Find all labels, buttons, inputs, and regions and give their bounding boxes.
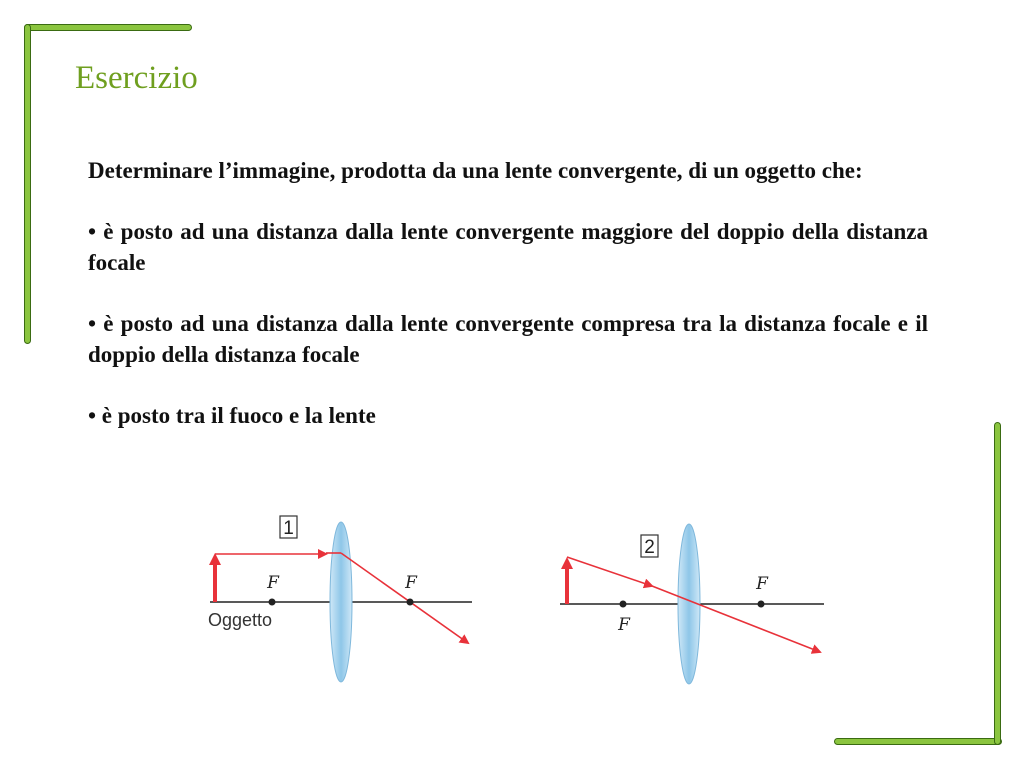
diagram-1-focus-left-label: F xyxy=(267,573,279,593)
diagram-2-number: 2 xyxy=(644,537,655,558)
diagram-2-focus-right-label: F xyxy=(756,574,768,594)
intro-text: Determinare l’immagine, prodotta da una lente convergente, di un oggetto che: xyxy=(88,158,863,183)
diagram-2-focus-left-label: F xyxy=(618,615,630,635)
diagram-1 xyxy=(208,516,472,682)
bullet-3: • è posto tra il fuoco e la lente xyxy=(88,403,376,428)
frame-corner-bottom-right-vertical xyxy=(994,422,1001,745)
slide-title: Esercizio xyxy=(75,60,198,96)
diagram-2-ray-incident xyxy=(567,557,652,586)
slide-content xyxy=(88,155,928,461)
diagram-2-focus-right-point xyxy=(758,601,765,608)
bullet-2: • è posto ad una distanza dalla lente convergente compresa tra la distanza focale e il doppio della distanza focale xyxy=(88,311,928,367)
diagram-1-ray-refracted xyxy=(341,553,468,643)
diagram-2-ray-through xyxy=(652,586,820,652)
bullet-1: • è posto ad una distanza dalla lente convergente maggiore del doppio della distanza focale xyxy=(88,219,928,275)
diagram-1-focus-left-point xyxy=(269,599,276,606)
frame-corner-top-left-vertical xyxy=(24,24,31,344)
diagram-2-focus-left-point xyxy=(620,601,627,608)
diagram-1-lens xyxy=(330,522,352,682)
frame-corner-bottom-right-horizontal xyxy=(834,738,1002,745)
lens-diagrams xyxy=(200,505,840,690)
diagram-1-number: 1 xyxy=(283,518,294,539)
frame-corner-top-left-horizontal xyxy=(24,24,192,31)
diagram-1-focus-right-label: F xyxy=(405,573,417,593)
diagram-1-focus-right-point xyxy=(407,599,414,606)
diagram-1-object-label: Oggetto xyxy=(208,610,273,630)
diagram-2 xyxy=(560,524,824,684)
